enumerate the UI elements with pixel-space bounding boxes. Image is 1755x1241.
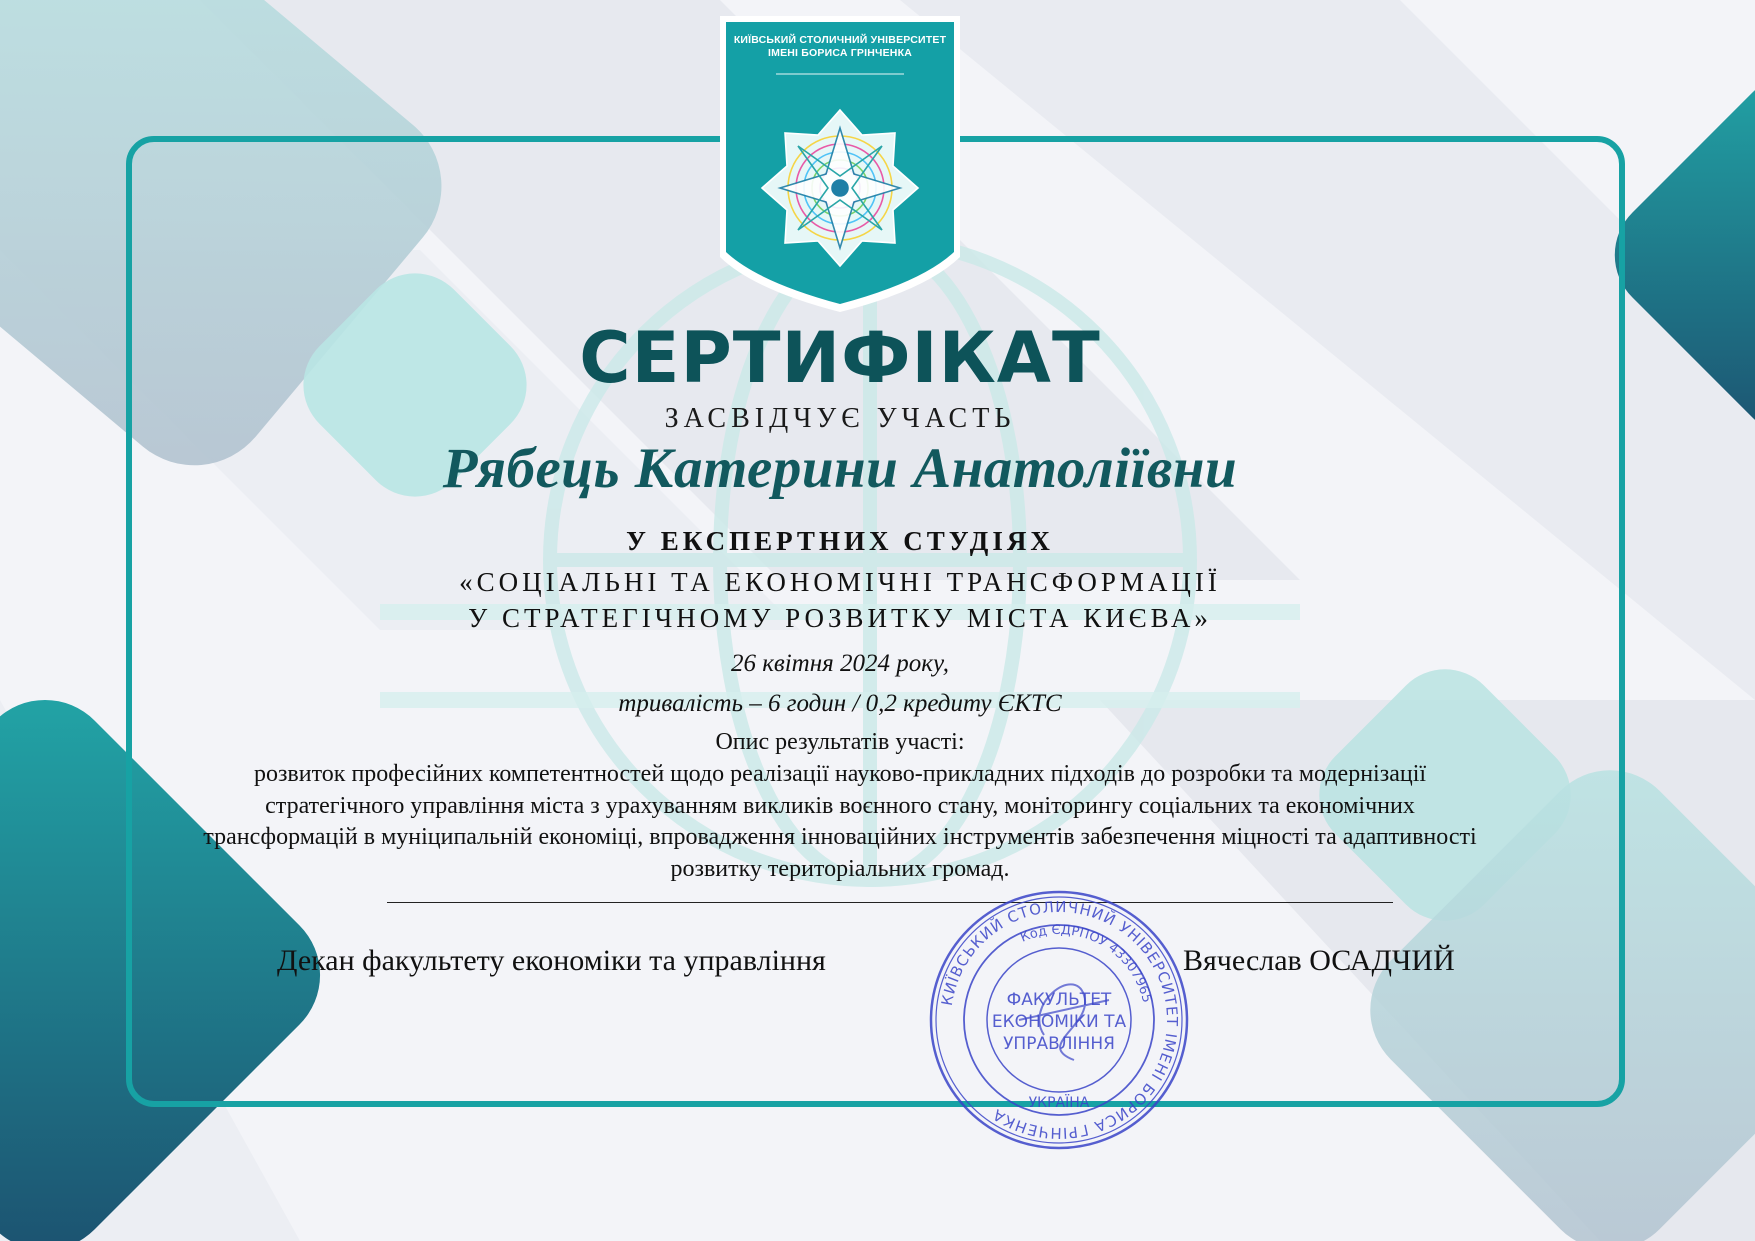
event-date: 26 квітня 2024 року, bbox=[730, 650, 950, 677]
event-intro: У ЕКСПЕРТНИХ СТУДІЯХ bbox=[626, 526, 1054, 556]
official-stamp bbox=[924, 885, 1194, 1155]
crest-line-2: ІМЕНІ БОРИСА ГРІНЧЕНКА bbox=[768, 47, 912, 59]
certificate-title: СЕРТИФІКАТ bbox=[579, 317, 1101, 399]
stamp-center-line-1: ФАКУЛЬТЕТ bbox=[1006, 990, 1112, 1010]
stamp-center-line-3: УПРАВЛІННЯ bbox=[1003, 1034, 1115, 1054]
stamp-bottom-text: УКРАЇНА bbox=[1028, 1095, 1090, 1111]
stamp-center-line-2: ЕКОНОМІКИ ТА bbox=[991, 1012, 1127, 1032]
recipient-name: Рябець Катерини Анатоліївни bbox=[442, 437, 1238, 500]
event-duration: тривалість – 6 годин / 0,2 кредиту ЄКТС bbox=[618, 690, 1062, 717]
crest-line-1: КИЇВСЬКИЙ СТОЛИЧНИЙ УНІВЕРСИТЕТ bbox=[733, 34, 947, 46]
stamp-outer-text: КИЇВСЬКИЙ СТОЛИЧНИЙ УНІВЕРСИТЕТ ІМЕНІ БОРИСА ГРІНЧЕНКА bbox=[937, 897, 1182, 1143]
event-title-line-2: У СТРАТЕГІЧНОМУ РОЗВИТКУ МІСТА КИЄВА» bbox=[468, 603, 1212, 633]
signatory-role: Декан факультету економіки та управління bbox=[277, 944, 826, 977]
description-label: Опис результатів участі: bbox=[715, 729, 965, 755]
certificate-subtitle: ЗАСВІДЧУЄ УЧАСТЬ bbox=[664, 403, 1016, 434]
signature-line bbox=[387, 902, 1393, 903]
description-text: розвиток професійних компетентностей щодо реалізації науково-прикладних підходів до розробки та модернізації стратегічного управління міста з урахуванням викликів воєнного стану, моніторингу соціальних та економічних трансформацій в муніципальній економіці, впровадження інноваційних інструментів забезпечення міцності та адаптивності розвитку територіальних громад. bbox=[203, 761, 1477, 882]
signatory-name: Вячеслав ОСАДЧИЙ bbox=[1183, 944, 1455, 977]
stamp-seal-icon bbox=[924, 885, 1194, 1155]
stamp-code: Код ЄДРПОУ 43307965 bbox=[1018, 922, 1155, 1005]
event-title-line-1: «СОЦІАЛЬНІ ТА ЕКОНОМІЧНІ ТРАНСФОРМАЦІЇ bbox=[459, 567, 1221, 597]
event-title bbox=[0, 564, 1680, 636]
